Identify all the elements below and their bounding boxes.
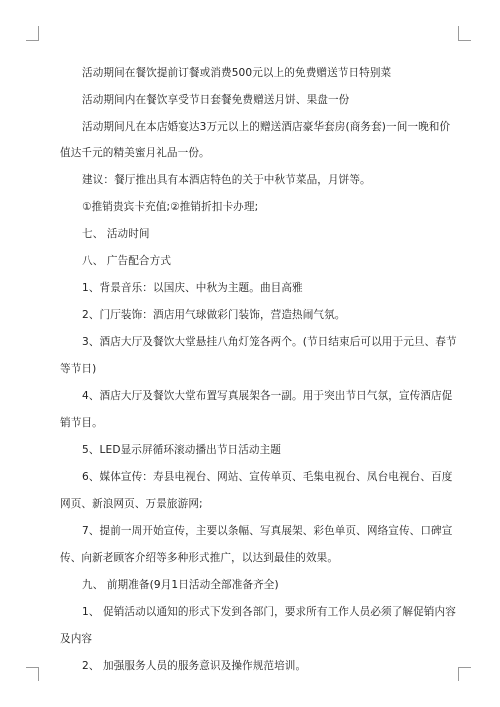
list-item: 4、酒店大厅及餐饮大堂布置写真展架各一副。用于突出节日气氛，宣传酒店促: [82, 390, 453, 402]
section-heading: 七、 活动时间: [82, 228, 150, 240]
list-item: 7、提前一周开始宣传，主要以条幅、写真展架、彩色单页、网络宣传、口碑宣: [82, 525, 453, 537]
list-item-continuation: 及内容: [60, 633, 93, 645]
list-item-continuation: 等节日): [60, 363, 97, 375]
paragraph-line: 活动期间在餐饮提前订餐或消费500元以上的免费赠送节日特别菜: [82, 67, 392, 79]
crop-mark-bottom-right-v: [458, 667, 459, 681]
crop-mark-bottom-right-h: [458, 667, 471, 668]
list-item-continuation: 传、向新老顾客介绍等多种形式推广，以达到最佳的效果。: [60, 552, 339, 564]
list-item: 5、LED显示屏循环滚动播出节日活动主题: [82, 444, 281, 456]
paragraph-line: 活动期间内在餐饮享受节日套餐免费赠送月饼、果盘一份: [82, 94, 350, 106]
crop-mark-top-left-h: [26, 40, 39, 41]
crop-mark-top-right-v: [458, 26, 459, 40]
list-item: 6、媒体宣传：寿县电视台、网站、宣传单页、毛集电视台、凤台电视台、百度: [82, 471, 453, 483]
paragraph-line: 活动期间凡在本店婚宴达3万元以上的赠送酒店豪华套房(商务套)一间一晚和价: [82, 121, 451, 133]
paragraph-line: 值达千元的精美蜜月礼品一份。: [60, 147, 210, 159]
section-heading: 九、 前期准备(9月1日活动全部准备齐全): [82, 579, 279, 591]
list-item: 1、 促销活动以通知的形式下发到各部门，要求所有工作人员必须了解促销内容: [82, 606, 456, 618]
crop-mark-bottom-left-v: [38, 667, 39, 681]
paragraph-line: ①推销贵宾卡充值;②推销折扣卡办理;: [82, 201, 259, 213]
crop-mark-top-left-v: [38, 26, 39, 40]
crop-mark-top-right-h: [458, 40, 471, 41]
list-item: 1、背景音乐：以国庆、中秋为主题。曲目高雅: [82, 282, 303, 294]
list-item: 2、 加强服务人员的服务意识及操作规范培训。: [82, 660, 307, 672]
section-heading: 八、 广告配合方式: [82, 255, 172, 267]
list-item-continuation: 网页、新浪网页、万景旅游网;: [60, 498, 203, 510]
paragraph-line: 建议：餐厅推出具有本酒店特色的关于中秋节菜品，月饼等。: [82, 174, 371, 186]
list-item: 3、酒店大厅及餐饮大堂悬挂八角灯笼各两个。(节日结束后可以用于元旦、春节: [82, 336, 457, 348]
list-item-continuation: 销节目。: [60, 417, 103, 429]
list-item: 2、门厅装饰：酒店用气球做彩门装饰，营造热闹气氛。: [82, 309, 346, 321]
